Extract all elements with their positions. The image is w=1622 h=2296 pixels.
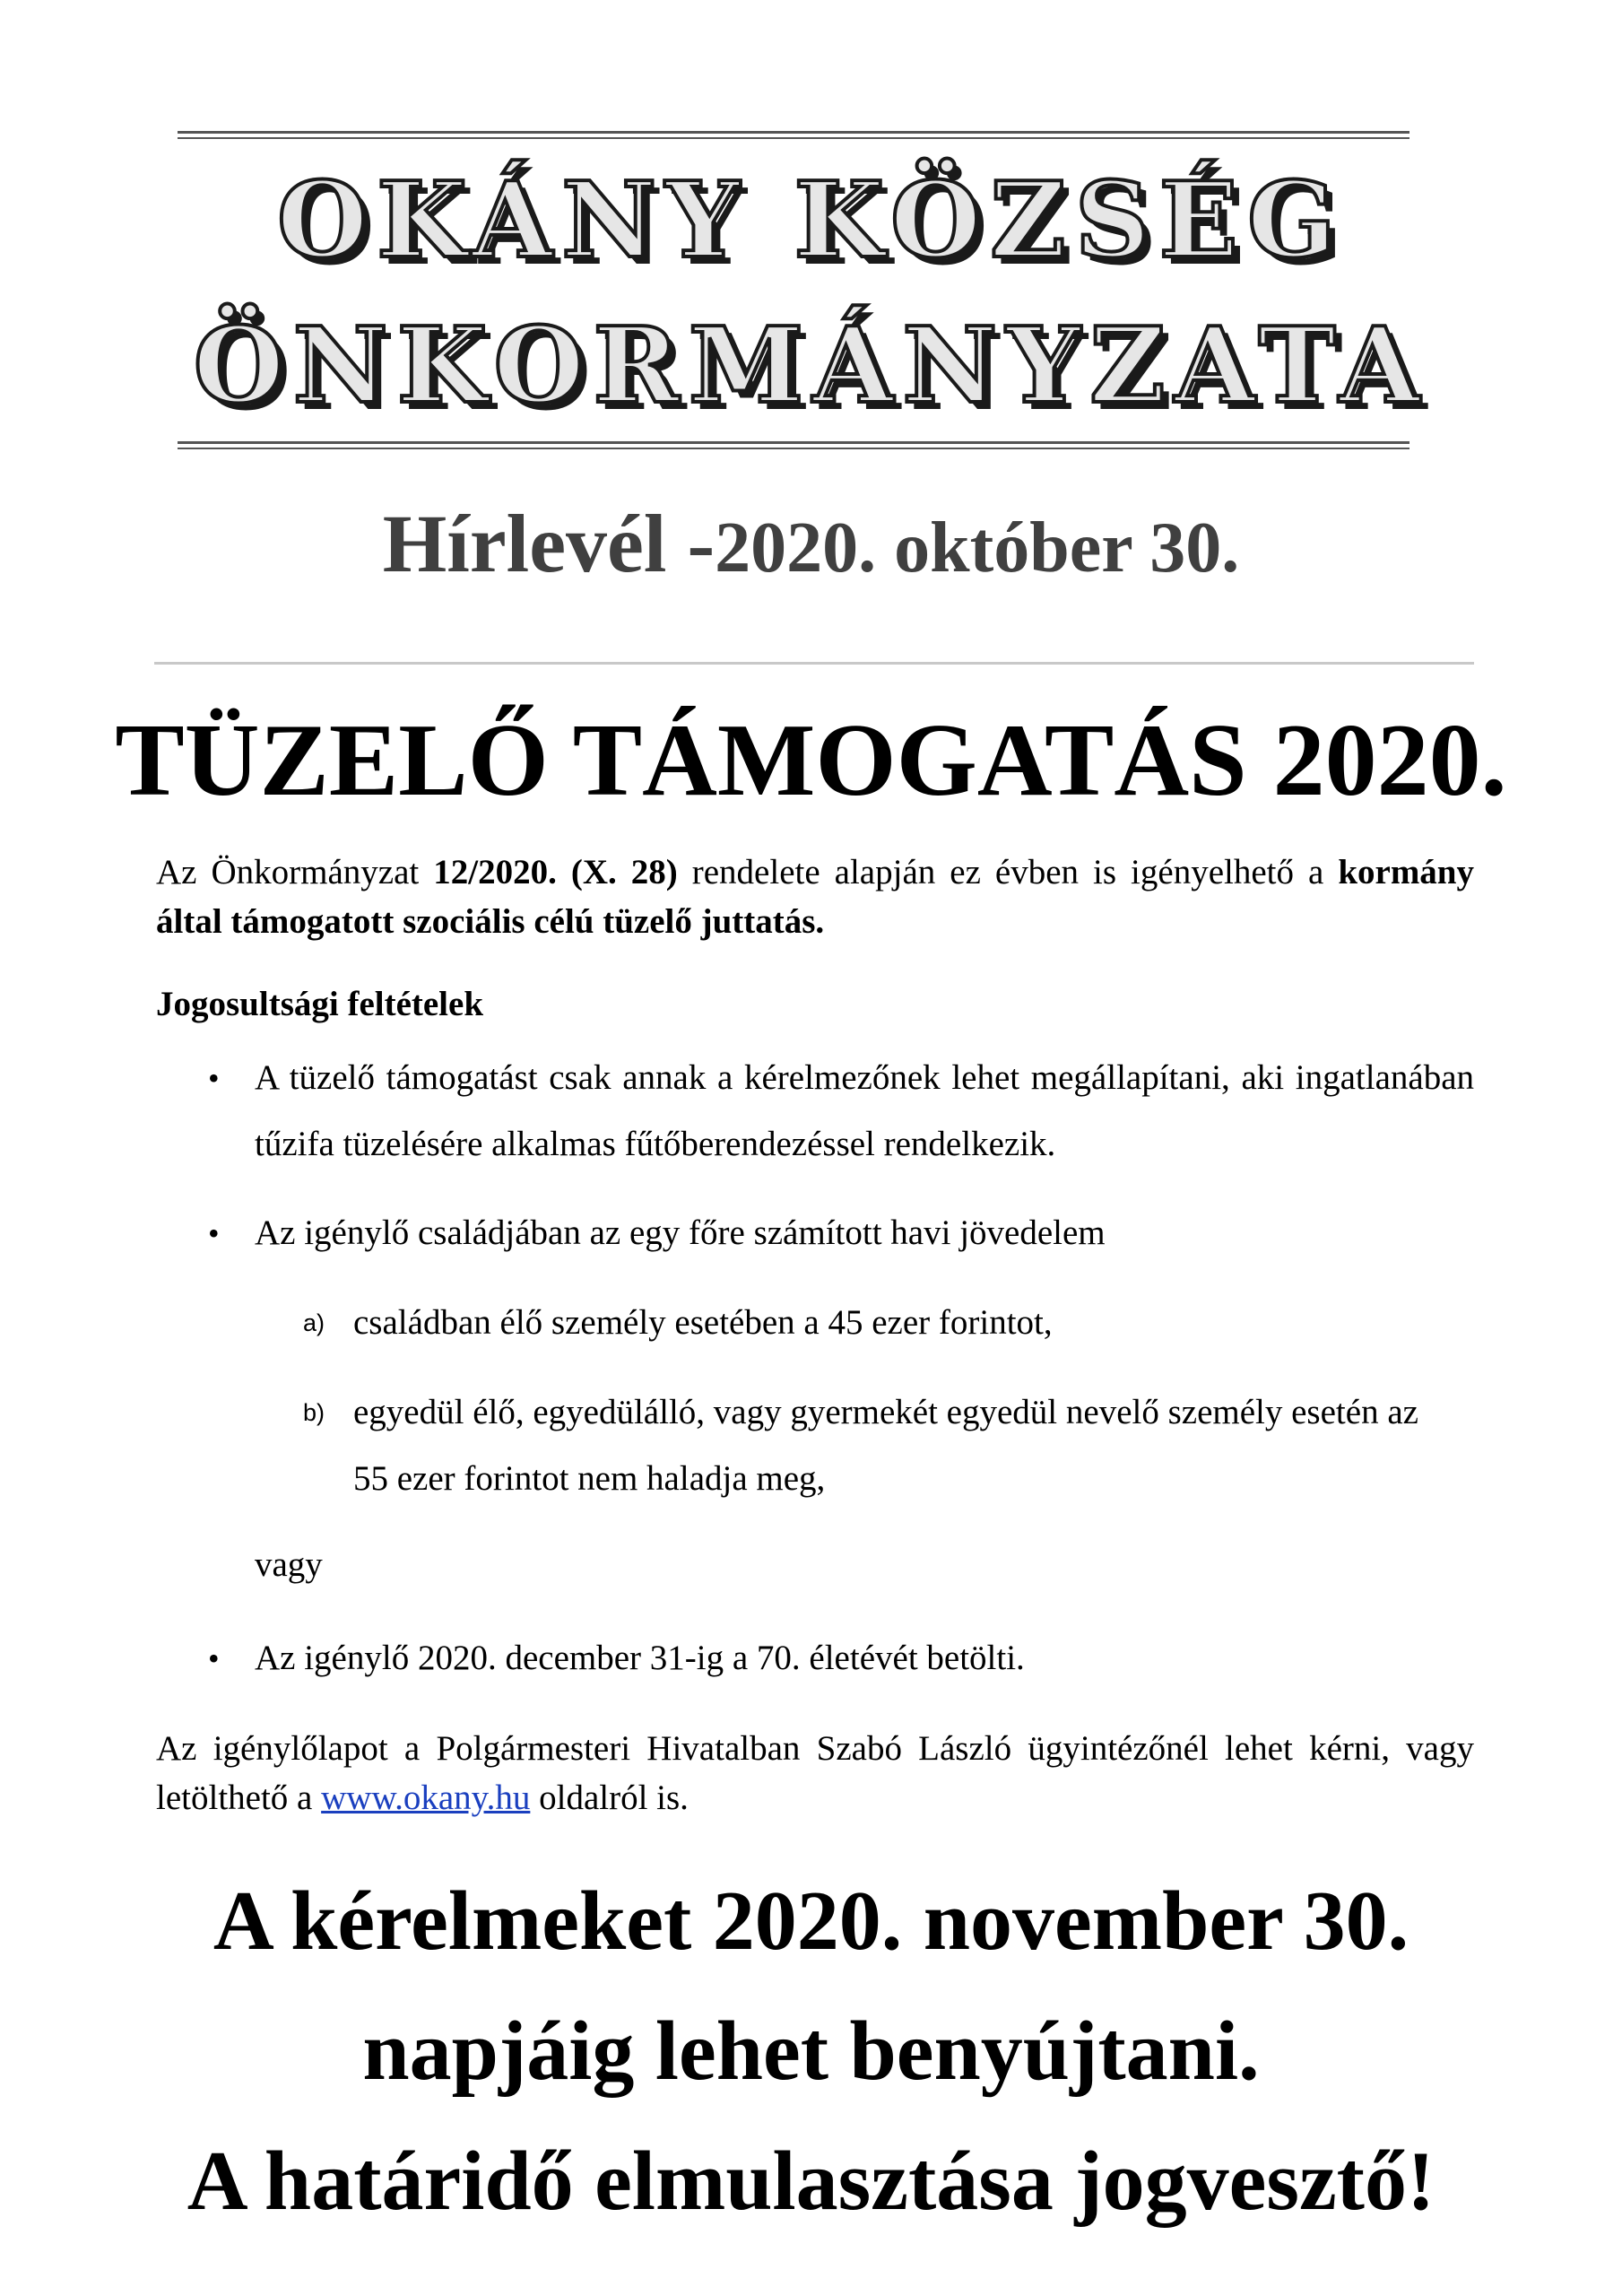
- deadline-line-3: A határidő elmulasztása jogvesztő!: [186, 2135, 1436, 2228]
- intro-text-2: rendelete alapján ez évben is igényelhető a: [677, 853, 1339, 891]
- newsletter-label: Hírlevél -: [382, 498, 716, 589]
- masthead-title-line-2: ÖNKORMÁNYZATA: [193, 305, 1429, 427]
- masthead-bottom-rule: [178, 441, 1409, 449]
- application-text-2: oldalról is.: [530, 1779, 689, 1817]
- condition-2: Az igénylő családjában az egy főre számított havi jövedelem: [255, 1213, 1106, 1252]
- sub-a-marker: a): [303, 1309, 325, 1336]
- divider: [154, 662, 1474, 665]
- bullet-2-marker: •: [208, 1215, 220, 1251]
- masthead-title-line-1: OKÁNY KÖZSÉG: [276, 160, 1346, 282]
- condition-3: Az igénylő 2020. december 31-ig a 70. életévét betölti.: [255, 1639, 1025, 1677]
- or-text: vagy: [255, 1545, 323, 1584]
- intro-paragraph: [156, 848, 1474, 946]
- newsletter-date: 2020. október 30.: [715, 509, 1240, 587]
- decree-reference: 12/2020. (X. 28): [433, 853, 678, 891]
- sub-b-marker: b): [303, 1399, 325, 1426]
- deadline-notice: [0, 1857, 1622, 2247]
- support-name: kormány által támogatott szociális célú tüzelő juttatás.: [156, 853, 1474, 941]
- bullet-1-marker: •: [208, 1060, 220, 1096]
- bullet-3-marker: •: [208, 1640, 220, 1676]
- website-link[interactable]: www.okany.hu: [321, 1779, 531, 1817]
- newsletter-title: [0, 498, 1622, 589]
- page-headline: TÜZELŐ TÁMOGATÁS 2020.: [115, 703, 1507, 818]
- condition-2b: egyedül élő, egyedülálló, vagy gyermekét egyedül nevelő személy esetén az 55 ezer forintot nem haladja meg,: [353, 1393, 1418, 1498]
- eligibility-heading: Jogosultsági feltételek: [156, 985, 484, 1023]
- application-paragraph: [156, 1724, 1474, 1822]
- deadline-line-1: A kérelmeket 2020. november 30.: [213, 1874, 1409, 1968]
- condition-1: A tüzelő támogatást csak annak a kérelmezőnek lehet megállapítani, aki ingatlanában tűzifa tüzelésére alkalmas fűtőberendezéssel rendelkezik.: [255, 1058, 1474, 1163]
- intro-text-1: Az Önkormányzat: [156, 853, 434, 891]
- application-text-1: Az igénylőlapot a Polgármesteri Hivatalban Szabó László ügyintézőnél lehet kérni, vagy letölthető a: [156, 1729, 1474, 1817]
- condition-2a: családban élő személy esetében a 45 ezer forintot,: [353, 1303, 1053, 1342]
- deadline-line-2: napjáig lehet benyújtani.: [362, 2005, 1260, 2098]
- masthead-top-rule: [178, 131, 1409, 139]
